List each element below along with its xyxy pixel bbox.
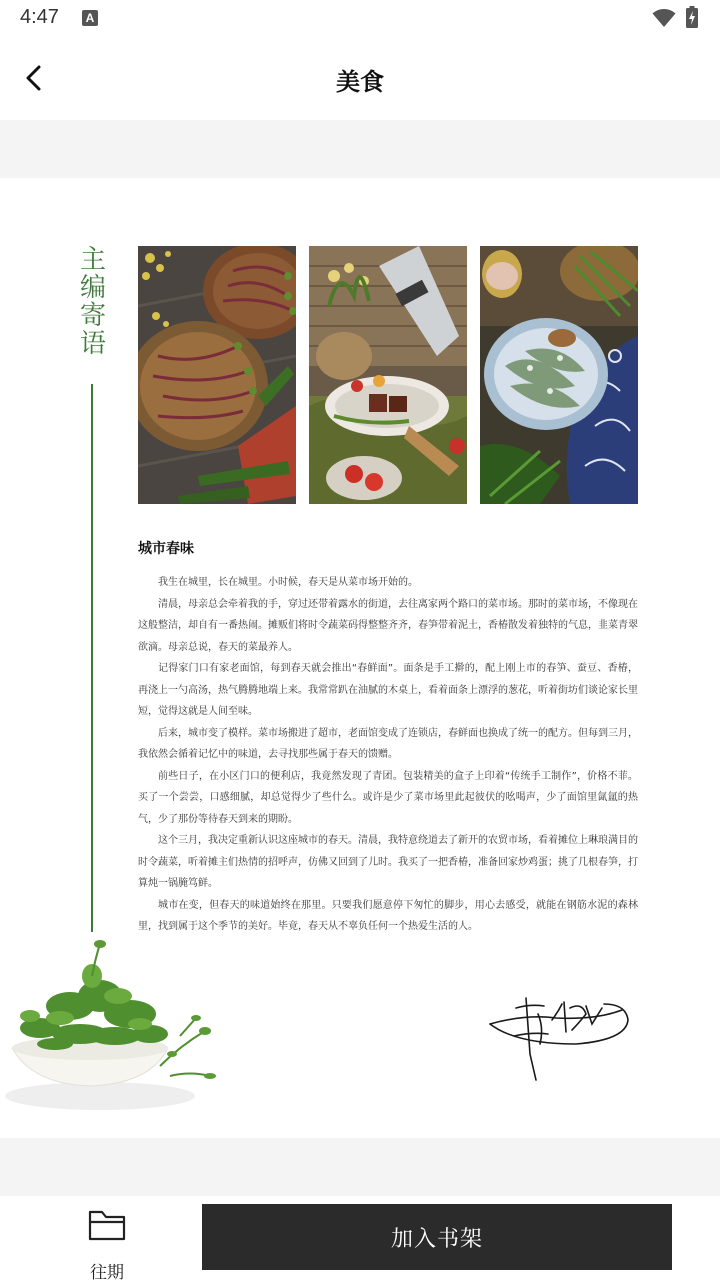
page-title: 美食 (336, 68, 384, 96)
battery-charging-icon (686, 6, 698, 28)
a-icon: A (82, 10, 98, 26)
back-issues-button[interactable] (66, 1204, 148, 1280)
folder-icon (88, 1208, 126, 1242)
top-gray-band (0, 120, 720, 178)
bottom-bar (0, 1196, 720, 1280)
article-paragraph: 这个三月，我决定重新认识这座城市的春天。清晨，我特意绕道去了新开的农贸市场，看着摊位上琳琅满目的时令蔬菜，听着摊主们热情的招呼声，仿佛又回到了儿时。我买了一把香椿，准备回家炒鸡蛋；挑了几根春笋，打算炖一锅腌笃鲜。 (138, 835, 638, 889)
braised-dish-photo (309, 246, 467, 504)
status-bar (0, 0, 720, 36)
article-paragraph: 我生在城里，长在城里。小时候，春天是从菜市场开始的。 (158, 577, 418, 588)
article-title: 城市春味 (138, 541, 194, 557)
magazine-page[interactable] (0, 178, 720, 1138)
add-to-bookshelf-button[interactable]: 加入书架 (202, 1204, 672, 1270)
article-body (138, 572, 638, 938)
article-paragraph: 后来，城市变了模样。菜市场搬进了超市，老面馆变成了连锁店，春鲜面也换成了统一的配方。但每到三月，我依然会循着记忆中的味道，去寻找那些属于春天的馈赠。 (138, 727, 638, 760)
fried-greens-photo (480, 246, 638, 504)
heading-char: 主 (79, 245, 106, 275)
author-signature (486, 984, 636, 1088)
heading-char: 语 (79, 329, 106, 359)
status-time: 4:47 (20, 6, 59, 28)
editor-note-heading (78, 246, 108, 358)
article-paragraph: 记得家门口有家老面馆，每到春天就会推出“春鲜面”。面条是手工擀的，配上刚上市的春笋、蚕豆、香椿，再浇上一勺高汤，热气腾腾地端上来。我常常趴在油腻的木桌上，看着面条上漂浮的葱花，听着街坊们谈论家长里短，觉得这就是人间至味。 (138, 663, 638, 717)
vertical-divider (91, 384, 93, 932)
nav-bar (0, 36, 720, 120)
article-paragraph: 城市在变，但春天的味道始终在那里。只要我们愿意停下匆忙的脚步，用心去感受，就能在钢筋水泥的森林里，找到属于这个季节的美好。毕竟，春天从不辜负任何一个热爱生活的人。 (138, 899, 638, 932)
article-paragraph: 前些日子，在小区门口的便利店，我竟然发现了青团。包装精美的盒子上印着“传统手工制作”，价格不菲。买了一个尝尝，口感细腻，却总觉得少了些什么。或许是少了菜市场里此起彼伏的吆喝声，少了面馆里氤氲的热气，少了那份等待春天到来的期盼。 (138, 770, 638, 825)
bottom-gray-band (0, 1138, 720, 1196)
greens-bowl-illustration (0, 936, 230, 1116)
heading-char: 寄 (79, 301, 106, 331)
wifi-icon (652, 8, 676, 28)
fern-basket-photo (138, 246, 296, 504)
article-paragraph: 清晨，母亲总会牵着我的手，穿过还带着露水的街道，去往离家两个路口的菜市场。那时的菜市场，不像现在这般整洁，却自有一番热闹。摊贩们将时令蔬菜码得整整齐齐，春笋带着泥土，香椿散发着独特的气息，韭菜青翠欲滴。母亲总说，春天的菜最养人。 (138, 598, 638, 653)
heading-char: 编 (79, 273, 106, 303)
back-issues-label: 往期 (90, 1263, 124, 1280)
